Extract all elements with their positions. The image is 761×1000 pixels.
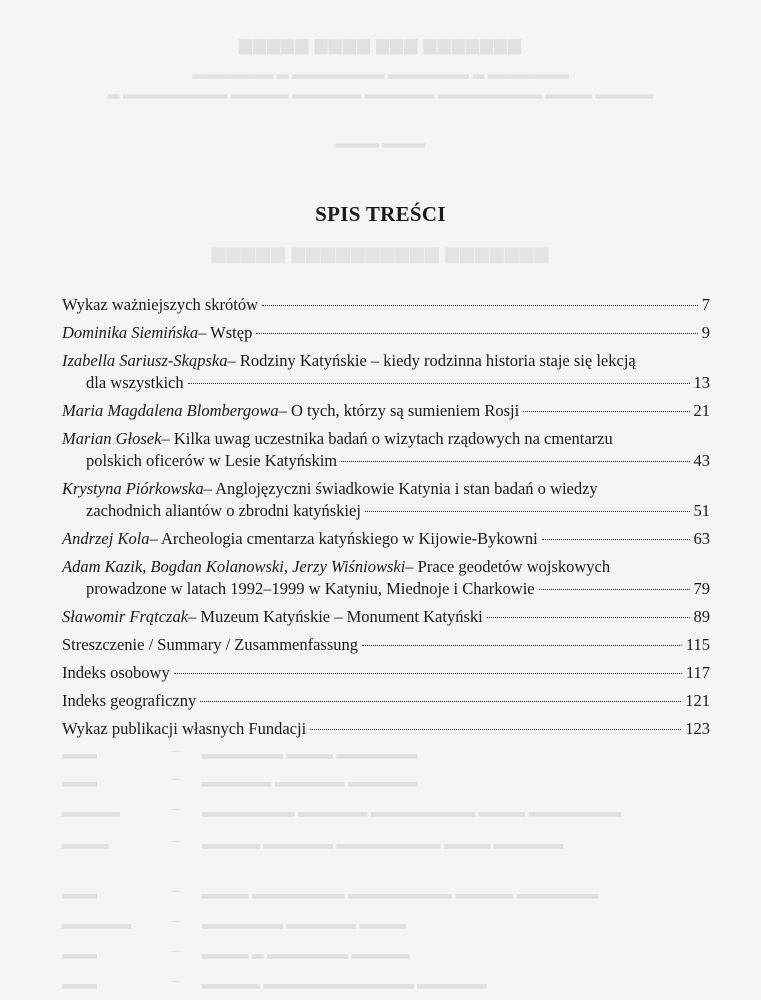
toc-line (62, 450, 710, 472)
leader-dots (256, 333, 697, 334)
toc-author: Krystyna Piórkowska (62, 479, 204, 498)
toc-page-number: 21 (693, 401, 710, 420)
toc-title: – Wstęp (198, 323, 253, 342)
toc-entry (62, 634, 710, 656)
toc-line (62, 528, 710, 550)
toc-title: – Archeologia cmentarza katyńskiego w Kijowie-Bykowni (149, 529, 538, 548)
toc-title: Wykaz ważniejszych skrótów (62, 295, 259, 314)
toc-author: Andrzej Kola (62, 529, 150, 548)
bleed-through-line: ▂▂▂ – ▂▂▂▂▂▂▂ ▂▂▂▂ ▂▂▂▂▂▂▂ (62, 743, 418, 759)
toc-page-number: 89 (693, 607, 710, 626)
toc-title: polskich oficerów w Lesie Katyńskim (86, 451, 338, 470)
toc-line (62, 718, 710, 740)
toc-line (62, 606, 710, 628)
toc-title: Indeks geograficzny (62, 691, 197, 710)
page-title: SPIS TREŚCI (315, 202, 446, 226)
bleed-through-line: ▂▂▂▂ ▂▂▂▂ (335, 133, 426, 148)
toc-title: dla wszystkich (86, 373, 184, 392)
bleed-through-line: ▂▂▂ – ▂▂▂▂▂ ▂▂▂▂▂▂▂▂▂▂▂▂▂ ▂▂▂▂▂▂ (62, 973, 487, 989)
toc-line (62, 478, 710, 500)
toc-author: Maria Magdalena Blombergowa (62, 401, 279, 420)
toc-page-number: 121 (685, 691, 710, 710)
toc-title: – Prace geodetów wojskowych (405, 557, 611, 576)
bleed-through-line: ▂▂▂ – ▂▂▂▂▂▂ ▂▂▂▂▂▂ ▂▂▂▂▂▂ (62, 771, 418, 787)
toc-line (62, 556, 710, 578)
toc-title: – Kilka uwag uczestnika badań o wizytach rządowych na cmentarzu (161, 429, 613, 448)
leader-dots (200, 701, 681, 702)
toc-line (62, 400, 710, 422)
toc-page-number: 7 (701, 295, 710, 314)
bleed-through-line: ▂▂▂▂▂ – ▂▂▂▂▂▂▂▂ ▂▂▂▂▂▂ ▂▂▂▂▂▂▂▂▂ ▂▂▂▂ ▂▂▂▂▂▂▂▂ (62, 801, 621, 817)
leader-dots (542, 539, 690, 540)
bleed-through-line: ▂▂▂▂ – ▂▂▂▂▂ ▂▂▂▂▂▂ ▂▂▂▂▂▂▂▂▂ ▂▂▂▂ ▂▂▂▂▂▂ (62, 833, 564, 849)
leader-dots (310, 729, 681, 730)
toc-line (62, 690, 710, 712)
toc-page-number: 43 (693, 451, 710, 470)
toc-line (62, 500, 710, 522)
leader-dots (487, 617, 690, 618)
toc-author: Dominika Siemińska (62, 323, 199, 342)
toc-title: zachodnich aliantów o zbrodni katyńskiej (86, 501, 361, 520)
toc-line (62, 294, 710, 316)
toc-title: – O tych, którzy są sumieniem Rosji (278, 401, 520, 420)
leader-dots (523, 411, 689, 412)
leader-dots (174, 673, 682, 674)
bleed-through-heading: ▆▆▆▆▆ ▆▆▆▆▆▆▆▆▆▆ ▆▆▆▆▆▆▆ (211, 243, 550, 263)
toc-page-number: 9 (701, 323, 710, 342)
toc-page-number: 51 (693, 501, 710, 520)
toc-entry (62, 400, 710, 422)
toc-entry (62, 556, 710, 600)
leader-dots (341, 461, 689, 462)
bleed-through-line: ▂▂▂▂▂▂ – ▂▂▂▂▂▂▂ ▂▂▂▂▂▂ ▂▂▂▂ (62, 913, 406, 929)
toc-line (62, 428, 710, 450)
table-of-contents (62, 294, 710, 746)
leader-dots (262, 305, 698, 306)
leader-dots (365, 511, 690, 512)
leader-dots (362, 645, 682, 646)
toc-title: prowadzone w latach 1992–1999 w Katyniu, Miednoje i Charkowie (86, 579, 535, 598)
toc-entry (62, 322, 710, 344)
toc-title: – Anglojęzyczni świadkowie Katynia i stan badań o wiedzy (203, 479, 598, 498)
toc-entry (62, 478, 710, 522)
toc-title: – Muzeum Katyńskie – Monument Katyński (188, 607, 483, 626)
toc-author: Izabella Sariusz-Skąpska (62, 351, 228, 370)
toc-entry (62, 428, 710, 472)
toc-author: Adam Kazik, Bogdan Kolanowski, Jerzy Wiśniowski (62, 557, 406, 576)
toc-line (62, 662, 710, 684)
toc-title: Indeks osobowy (62, 663, 170, 682)
toc-author: Marian Głosek (62, 429, 162, 448)
toc-page-number: 63 (693, 529, 710, 548)
toc-entry (62, 606, 710, 628)
bleed-through-line: ▂▂▂ – ▂▂▂▂ ▂▂▂▂▂▂▂▂ ▂▂▂▂▂▂▂▂▂ ▂▂▂▂▂ ▂▂▂▂▂▂▂ (62, 883, 598, 899)
toc-entry (62, 662, 710, 684)
leader-dots (188, 383, 690, 384)
toc-line (62, 372, 710, 394)
toc-entry (62, 528, 710, 550)
toc-page-number: 123 (685, 719, 710, 738)
toc-page-number: 117 (685, 663, 710, 682)
toc-entry (62, 718, 710, 740)
toc-page-number: 13 (693, 373, 710, 392)
toc-page-number: 115 (685, 635, 710, 654)
toc-line (62, 322, 710, 344)
toc-line (62, 578, 710, 600)
toc-author: Sławomir Frątczak (62, 607, 189, 626)
toc-title: Wykaz publikacji własnych Fundacji (62, 719, 307, 738)
bleed-through-line: ▂ ▂▂▂▂▂▂▂▂▂ ▂▂▂▂▂ ▂▂▂▂▂▂ ▂▂▂▂▂▂ ▂▂▂▂▂▂▂▂▂ ▂▂▂▂ ▂▂▂▂▂ (107, 83, 654, 99)
toc-title: – Rodziny Katyńskie – kiedy rodzinna historia staje się lekcją (227, 351, 636, 370)
bleed-through-line: ▂▂▂▂▂▂▂ ▂ ▂▂▂▂▂▂▂▂ ▂▂▂▂▂▂▂ ▂ ▂▂▂▂▂▂▂ (192, 63, 569, 79)
toc-line (62, 634, 710, 656)
toc-page-number: 79 (693, 579, 710, 598)
toc-line (62, 350, 710, 372)
bleed-through-line: ▂▂▂ – ▂▂▂▂ ▂ ▂▂▂▂▂▂▂ ▂▂▂▂▂ (62, 943, 410, 959)
toc-entry (62, 690, 710, 712)
toc-entry (62, 350, 710, 394)
toc-title: Streszczenie / Summary / Zusammenfassung (62, 635, 359, 654)
leader-dots (539, 589, 690, 590)
bleed-through-title: ▆▆▆▆▆ ▆▆▆▆ ▆▆▆ ▆▆▆▆▆▆▆ (238, 35, 523, 54)
toc-entry (62, 294, 710, 316)
